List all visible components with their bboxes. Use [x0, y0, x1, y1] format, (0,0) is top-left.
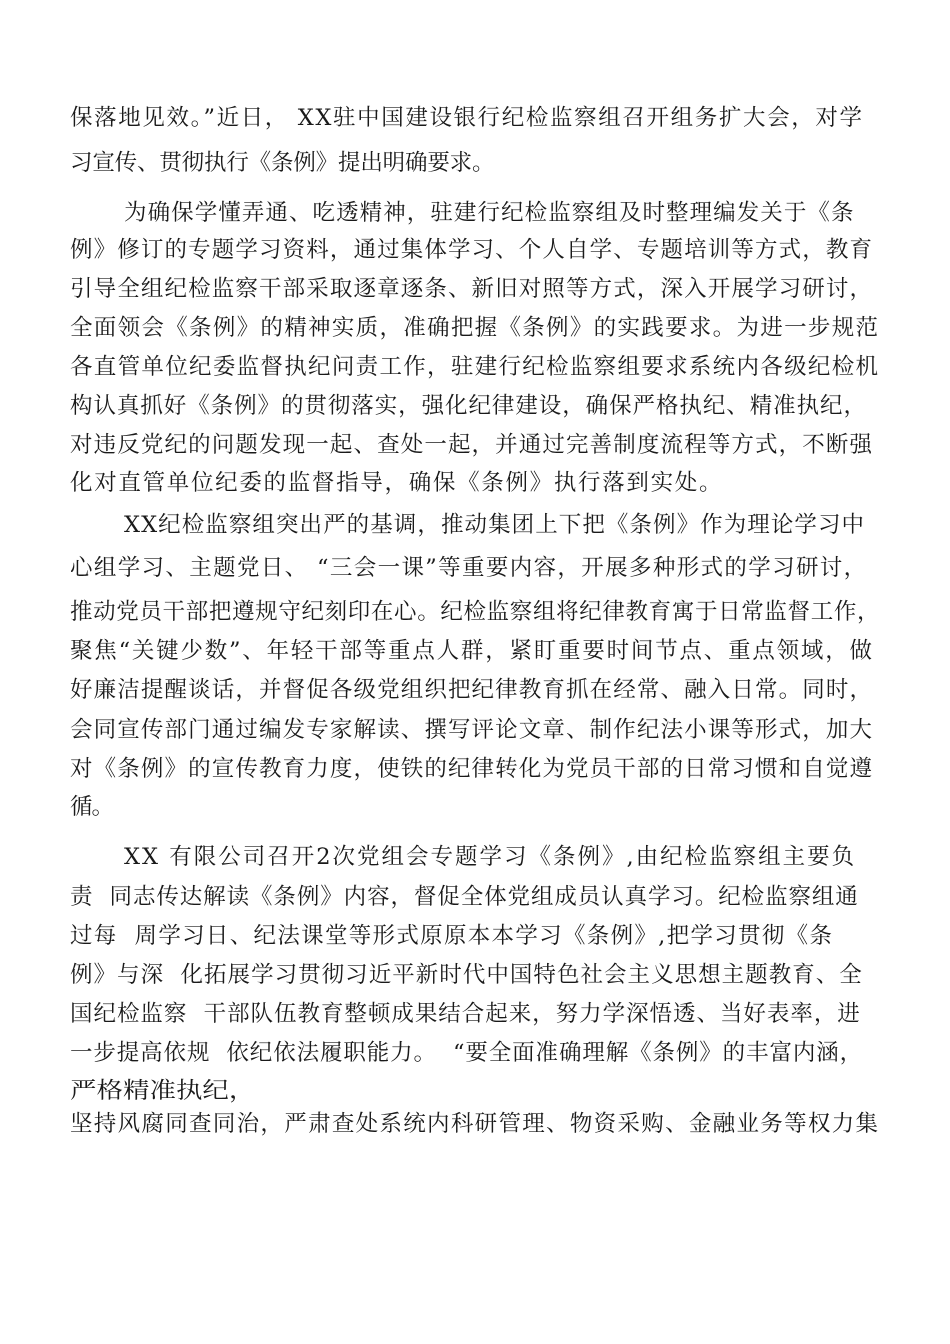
text-line: 坚持风腐同查同治，严肃查处系统内科研管理、物资采购、金融业务等权力集 — [70, 1111, 880, 1137]
text-line: 例》修订的专题学习资料，通过集体学习、个人自学、专题培训等方式，教育 — [70, 237, 874, 263]
text-line: 责 同志传达解读《条例》内容，督促全体党组成员认真学习。纪检监察组通 — [70, 884, 859, 910]
text-line: 为确保学懂弄通、吃透精神，驻建行纪检监察组及时整理编发关于《条 — [124, 200, 855, 226]
text-line: XX 有限公司召开2次党组会专题学习《条例》,由纪检监察组主要负 — [124, 844, 857, 870]
text-line: 国纪检监察 干部队伍教育整顿成果结合起来，努力学深悟透、当好表率，进 — [70, 1001, 861, 1027]
text-line: 一步提高依规 依纪依法履职能力。 “要全面准确理解《条例》的丰富内涵， — [70, 1040, 864, 1066]
text-line: 聚焦“关键少数”、年轻干部等重点人群，紧盯重要时间节点、重点领域，做 — [70, 638, 874, 664]
text-line: 循。 — [70, 794, 114, 820]
text-line: 例》与深 化拓展学习贯彻习近平新时代中国特色社会主义思想主题教育、全 — [70, 962, 863, 988]
text-line: 保落地见效。”近日， XX驻中国建设银行纪检监察组召开组务扩大会，对学 — [70, 105, 864, 131]
text-line: XX纪检监察组突出严的基调，推动集团上下把《条例》作为理论学习中 — [124, 512, 866, 538]
text-line: 好廉洁提醒谈话，并督促各级党组织把纪律教育抓在经常、融入日常。同时， — [70, 677, 874, 703]
text-line: 心组学习、主题党日、 “三会一课”等重要内容，开展多种形式的学习研讨， — [70, 555, 868, 581]
text-line: 引导全组纪检监察干部采取逐章逐条、新旧对照等方式，深入开展学习研讨， — [70, 276, 874, 302]
text-line: 对违反党纪的问题发现一起、查处一起，并通过完善制度流程等方式，不断强 — [70, 432, 874, 458]
text-line: 构认真抓好《条例》的贯彻落实，强化纪律建设，确保严格执纪、精准执纪， — [70, 393, 867, 419]
text-line: 推动党员干部把遵规守纪刻印在心。纪检监察组将纪律教育寓于日常监督工作， — [70, 599, 881, 625]
text-line: 化对直管单位纪委的监督指导，确保《条例》执行落到实处。 — [70, 470, 724, 496]
text-line: 各直管单位纪委监督执纪问责工作，驻建行纪检监察组要求系统内各级纪检机 — [70, 354, 880, 380]
text-line: 严格精准执纪， — [70, 1078, 256, 1104]
text-line: 会同宣传部门通过编发专家解读、撰写评论文章、制作纪法小课等形式，加大 — [70, 717, 874, 743]
text-line: 过每 周学习日、纪法课堂等形式原原本本学习《条例》,把学习贯彻《条 — [70, 923, 834, 949]
text-line: 对《条例》的宣传教育力度，使铁的纪律转化为党员干部的日常习惯和自觉遵 — [70, 756, 874, 782]
text-line: 全面领会《条例》的精神实质，准确把握《条例》的实践要求。为进一步规范 — [70, 315, 880, 341]
text-line: 习宣传、贯彻执行《条例》提出明确要求。 — [70, 150, 495, 176]
